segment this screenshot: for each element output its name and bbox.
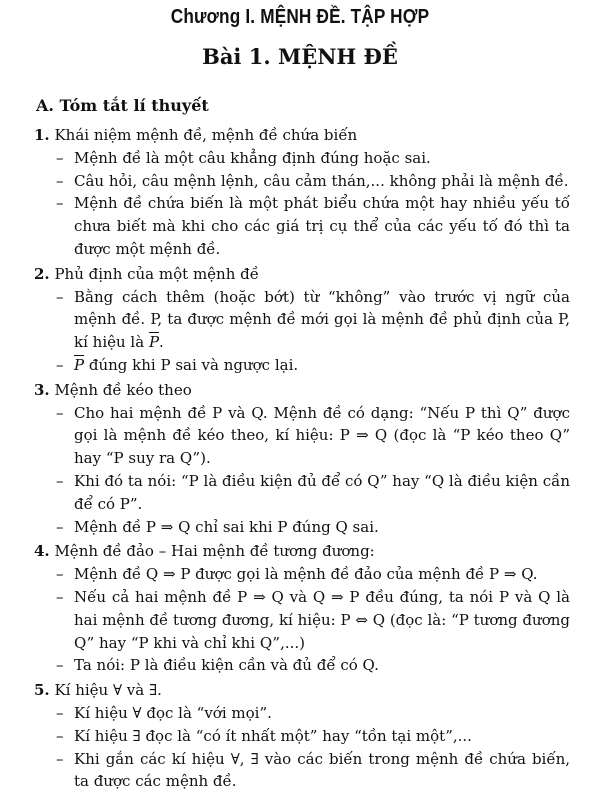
list-item bbox=[56, 192, 570, 260]
dash-bullet: – bbox=[56, 287, 64, 306]
dash-bullet: – bbox=[56, 355, 64, 374]
section-title: Mệnh đề kéo theo bbox=[54, 380, 192, 399]
dash-bullet: – bbox=[56, 726, 64, 745]
section-title: Mệnh đề đảo – Hai mệnh đề tương đương: bbox=[54, 542, 375, 561]
item-text: đúng khi P sai và ngược lại. bbox=[84, 355, 299, 374]
item-text: Bằng cách thêm (hoặc bớt) từ “không” vào trước vị ngữ của mệnh đề. P, ta được mệnh đề mới gọi là mệnh đề phủ định của P, kí hiệu là bbox=[74, 287, 570, 352]
item-text: Kí hiệu ∀ đọc là “với mọi”. bbox=[74, 703, 272, 722]
list-item bbox=[56, 748, 570, 794]
section-number: 3. bbox=[34, 380, 50, 399]
item-text: Cho hai mệnh đề P và Q. Mệnh đề có dạng: “Nếu P thì Q” được gọi là mệnh đề kéo theo, kí hiệu: P ⇒ Q (đọc là “P kéo theo Q” hay “P suy ra Q”). bbox=[74, 403, 570, 468]
list-item bbox=[56, 470, 570, 516]
dash-bullet: – bbox=[56, 587, 64, 606]
list-item bbox=[56, 586, 570, 654]
list-item bbox=[56, 563, 570, 586]
dash-bullet: – bbox=[56, 749, 64, 768]
section-number: 1. bbox=[34, 126, 50, 144]
dash-bullet: – bbox=[56, 565, 64, 584]
section-heading-a: A. Tóm tắt lí thuyết bbox=[36, 96, 209, 115]
section-1-heading bbox=[34, 124, 600, 147]
dash-bullet: – bbox=[56, 148, 64, 167]
lesson-title: Bài 1. MỆNH ĐỀ bbox=[202, 44, 398, 69]
item-text: Mệnh đề là một câu khẳng định đúng hoặc sai. bbox=[74, 148, 431, 167]
dash-bullet: – bbox=[56, 703, 64, 722]
dash-bullet: – bbox=[56, 471, 64, 490]
list-item bbox=[56, 170, 570, 193]
dash-bullet: – bbox=[56, 656, 64, 675]
section-title: Kí hiệu ∀ và ∃. bbox=[54, 681, 162, 700]
dash-bullet: – bbox=[56, 171, 64, 190]
section-title: Khái niệm mệnh đề, mệnh đề chứa biến bbox=[54, 126, 358, 144]
dash-bullet: – bbox=[56, 403, 64, 422]
list-item bbox=[56, 654, 570, 677]
list-item bbox=[56, 702, 570, 725]
section-4-heading bbox=[34, 540, 600, 563]
list-item bbox=[56, 286, 570, 354]
item-text: Mệnh đề P ⇒ Q chỉ sai khi P đúng Q sai. bbox=[74, 517, 379, 536]
item-text: Mệnh đề chứa biến là một phát biểu chứa một hay nhiều yếu tố chưa biết mà khi cho các giá trị cụ thể của các yếu tố đó thì ta được một mệnh đề. bbox=[74, 194, 570, 258]
section-number: 2. bbox=[34, 264, 50, 283]
section-3-heading bbox=[34, 379, 600, 402]
chapter-title: Chương I. MỆNH ĐỀ. TẬP HỢP bbox=[170, 6, 430, 28]
section-title: Phủ định của một mệnh đề bbox=[54, 264, 259, 283]
section-number: 4. bbox=[34, 542, 50, 561]
section-5-heading bbox=[34, 679, 600, 702]
item-text: Nếu cả hai mệnh đề P ⇒ Q và Q ⇒ P đều đúng, ta nói P và Q là hai mệnh đề tương đương, kí hiệu: P ⇔ Q (đọc là: “P tương đương Q” hay “P khi và chỉ khi Q”,...) bbox=[74, 587, 570, 652]
item-text: Kí hiệu ∃ đọc là “có ít nhất một” hay “tồn tại một”,... bbox=[74, 726, 472, 745]
dash-bullet: – bbox=[56, 194, 64, 213]
item-text: Mệnh đề Q ⇒ P được gọi là mệnh đề đảo của mệnh đề P ⇒ Q. bbox=[74, 565, 538, 584]
list-item bbox=[56, 354, 570, 377]
negation-symbol: $\overline{P}$ bbox=[74, 355, 85, 374]
list-item bbox=[56, 725, 570, 748]
item-end: . bbox=[159, 333, 164, 352]
item-text: Khi gắn các kí hiệu ∀, ∃ vào các biến trong mệnh đề chứa biến, ta được các mệnh đề. bbox=[74, 749, 570, 791]
section-number: 5. bbox=[34, 681, 50, 700]
negation-symbol: $\overline{P}$ bbox=[148, 333, 160, 352]
theory-content bbox=[0, 124, 600, 793]
list-item bbox=[56, 147, 570, 170]
section-2-heading bbox=[34, 263, 600, 286]
list-item bbox=[56, 516, 570, 539]
item-text: Khi đó ta nói: “P là điều kiện đủ để có Q” hay “Q là điều kiện cần để có P”. bbox=[74, 471, 570, 513]
item-text: Câu hỏi, câu mệnh lệnh, câu cảm thán,... không phải là mệnh đề. bbox=[74, 171, 569, 190]
item-text: Ta nói: P là điều kiện cần và đủ để có Q. bbox=[74, 656, 379, 675]
dash-bullet: – bbox=[56, 517, 64, 536]
list-item bbox=[56, 402, 570, 470]
